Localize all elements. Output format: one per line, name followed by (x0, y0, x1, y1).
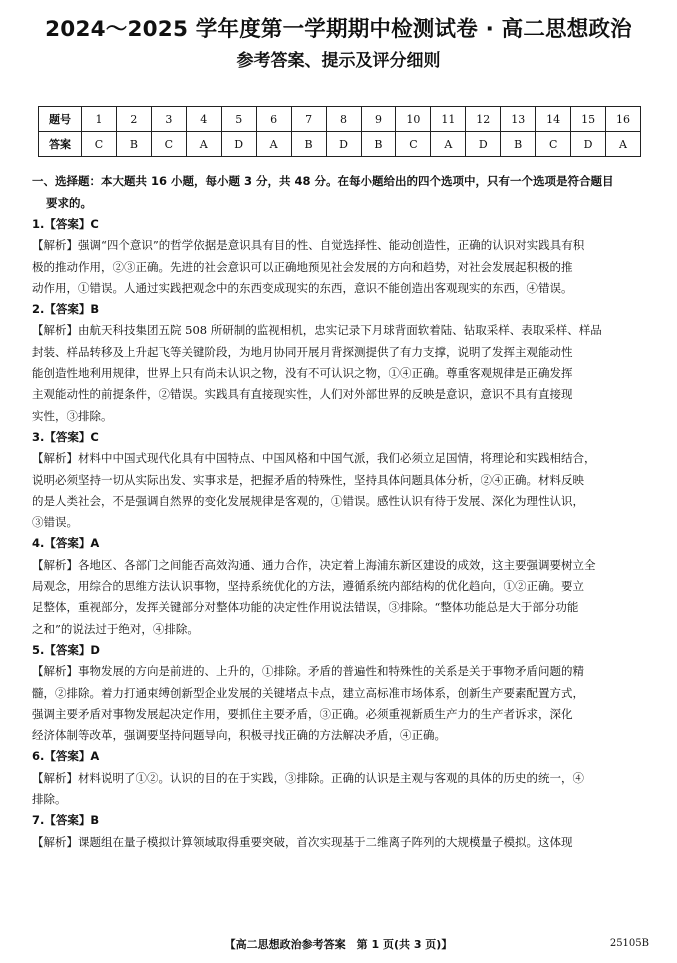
number-cell: 6 (256, 107, 291, 132)
explanation-line: 能创造性地利用规律，世界上只有尚未认识之物，没有不可认识之物，①④正确。尊重客观规律是正确发挥 (32, 366, 573, 381)
number-cell: 2 (116, 107, 151, 132)
explanation-line: 实性，③排除。 (32, 408, 113, 423)
answer-table-number-row (39, 107, 641, 132)
answer-cell: B (291, 132, 326, 157)
explanation-line: 【解析】由航天科技集团五院 508 所研制的监视相机，忠实记录下月球背面软着陆、钻取采样、表取采样、样品 (32, 323, 602, 338)
question-answer-heading: 5.【答案】D (32, 642, 100, 657)
explanation-line: 【解析】材料说明了①②。认识的目的在于实践，③排除。正确的认识是主观与客观的具体的历史的统一，④ (32, 770, 584, 785)
number-cell: 10 (396, 107, 431, 132)
number-cell: 5 (221, 107, 256, 132)
explanation-line: 【解析】事物发展的方向是前进的、上升的，①排除。矛盾的普遍性和特殊性的关系是关于事物矛盾问题的精 (32, 664, 584, 679)
explanation-line: 【解析】课题组在量子模拟计算领域取得重要突破，首次实现基于二维离子阵列的大规模量子模拟。这体现 (32, 834, 573, 849)
number-cell: 16 (606, 107, 641, 132)
document-code: 25105B (609, 938, 649, 949)
row-label-number: 题号 (39, 107, 82, 132)
explanation-line: ③错误。 (32, 515, 78, 530)
explanation-line: 封装、样品转移及上升起飞等关键阶段，为地月协同开展月背探测提供了有力支撑，说明了发挥主观能动性 (32, 344, 573, 359)
answer-cell: C (82, 132, 117, 157)
page-subtitle: 参考答案、提示及评分细则 (236, 51, 441, 71)
answer-explanations (32, 214, 647, 853)
answer-cell: C (151, 132, 186, 157)
question-answer-heading: 4.【答案】A (32, 536, 100, 551)
answer-cell: D (571, 132, 606, 157)
answer-cell: A (431, 132, 466, 157)
question-answer-heading: 2.【答案】B (32, 302, 100, 317)
answer-cell: B (116, 132, 151, 157)
question-answer-heading: 7.【答案】B (32, 813, 100, 828)
answer-cell: B (361, 132, 396, 157)
explanation-line: 主观能动性的前提条件，②错误。实践具有直接现实性，人们对外部世界的反映是意识，意识不具有直接现 (32, 387, 573, 402)
section-heading (32, 170, 647, 214)
question-answer-heading: 6.【答案】A (32, 749, 100, 764)
number-cell: 3 (151, 107, 186, 132)
number-cell: 12 (466, 107, 501, 132)
number-cell: 13 (501, 107, 536, 132)
number-cell: 14 (536, 107, 571, 132)
explanation-line: 的是人类社会，不是强调自然界的变化发展规律是客观的，①错误。感性认识有待于发展、深化为理性认识， (32, 493, 584, 508)
explanation-line: 局观念，用综合的思维方法认识事物，坚持系统优化的方法，遵循系统内部结构的优化趋向，①②正确。要立 (32, 579, 584, 594)
answer-cell: C (536, 132, 571, 157)
explanation-line: 排除。 (32, 792, 67, 807)
section-heading-line: 一、选择题：本大题共 16 小题，每小题 3 分，共 48 分。在每小题给出的四个选项中，只有一个选项是符合题目 (32, 174, 614, 188)
question-answer-heading: 3.【答案】C (32, 429, 99, 444)
answer-cell: D (466, 132, 501, 157)
answer-cell: B (501, 132, 536, 157)
section-heading-line: 要求的。 (46, 196, 92, 210)
answer-cell: A (606, 132, 641, 157)
page-title: 2024～2025 学年度第一学期期中检测试卷 · 高二思想政治 (45, 17, 632, 42)
number-cell: 4 (186, 107, 221, 132)
number-cell: 1 (82, 107, 117, 132)
question-answer-heading: 1.【答案】C (32, 217, 99, 231)
explanation-line: 经济体制等改革，强调要坚持问题导向，积极寻找正确的方法解决矛盾，④正确。 (32, 728, 446, 743)
explanation-line: 动作用，①错误。人通过实践把观念中的东西变成现实的东西，意识不能创造出客观现实的东西，④错误。 (32, 280, 573, 295)
answer-cell: D (326, 132, 361, 157)
page-footer: 【高二思想政治参考答案 第 1 页(共 3 页)】 (224, 938, 453, 951)
number-cell: 8 (326, 107, 361, 132)
explanation-line: 【解析】各地区、各部门之间能否高效沟通、通力合作，决定着上海浦东新区建设的成效，这主要强调要树立全 (32, 557, 596, 572)
explanation-line: 髓，②排除。着力打通束缚创新型企业发展的关键堵点卡点，建立高标准市场体系，创新生产要素配置方式， (32, 685, 584, 700)
explanation-line: 【解析】材料中中国式现代化具有中国特点、中国风格和中国气派，我们必须立足国情，将理论和实践相结合， (32, 451, 596, 466)
answer-table (38, 106, 641, 157)
number-cell: 7 (291, 107, 326, 132)
explanation-line: 【解析】强调“四个意识”的哲学依据是意识具有目的性、自觉选择性、能动创造性，正确的认识对实践具有积 (32, 238, 585, 253)
number-cell: 15 (571, 107, 606, 132)
explanation-line: 极的推动作用，②③正确。先进的社会意识可以正确地预见社会发展的方向和趋势，对社会发展起积极的推 (32, 259, 573, 274)
explanation-line: 强调主要矛盾对事物发展起决定作用，要抓住主要矛盾，③正确。必须重视新质生产力的生产者诉求，深化 (32, 706, 573, 721)
answer-cell: A (256, 132, 291, 157)
explanation-line: 说明必须坚持一切从实际出发、实事求是，把握矛盾的特殊性，坚持具体问题具体分析，②④正确。材料反映 (32, 472, 584, 487)
answer-cell: C (396, 132, 431, 157)
answer-table-answer-row (39, 132, 641, 157)
answer-cell: A (186, 132, 221, 157)
row-label-answer: 答案 (39, 132, 82, 157)
explanation-line: 之和”的说法过于绝对，④排除。 (32, 621, 199, 636)
answer-cell: D (221, 132, 256, 157)
number-cell: 9 (361, 107, 396, 132)
number-cell: 11 (431, 107, 466, 132)
explanation-line: 足整体，重视部分，发挥关键部分对整体功能的决定性作用说法错误，③排除。“整体功能总是大于部分功能 (32, 600, 579, 615)
